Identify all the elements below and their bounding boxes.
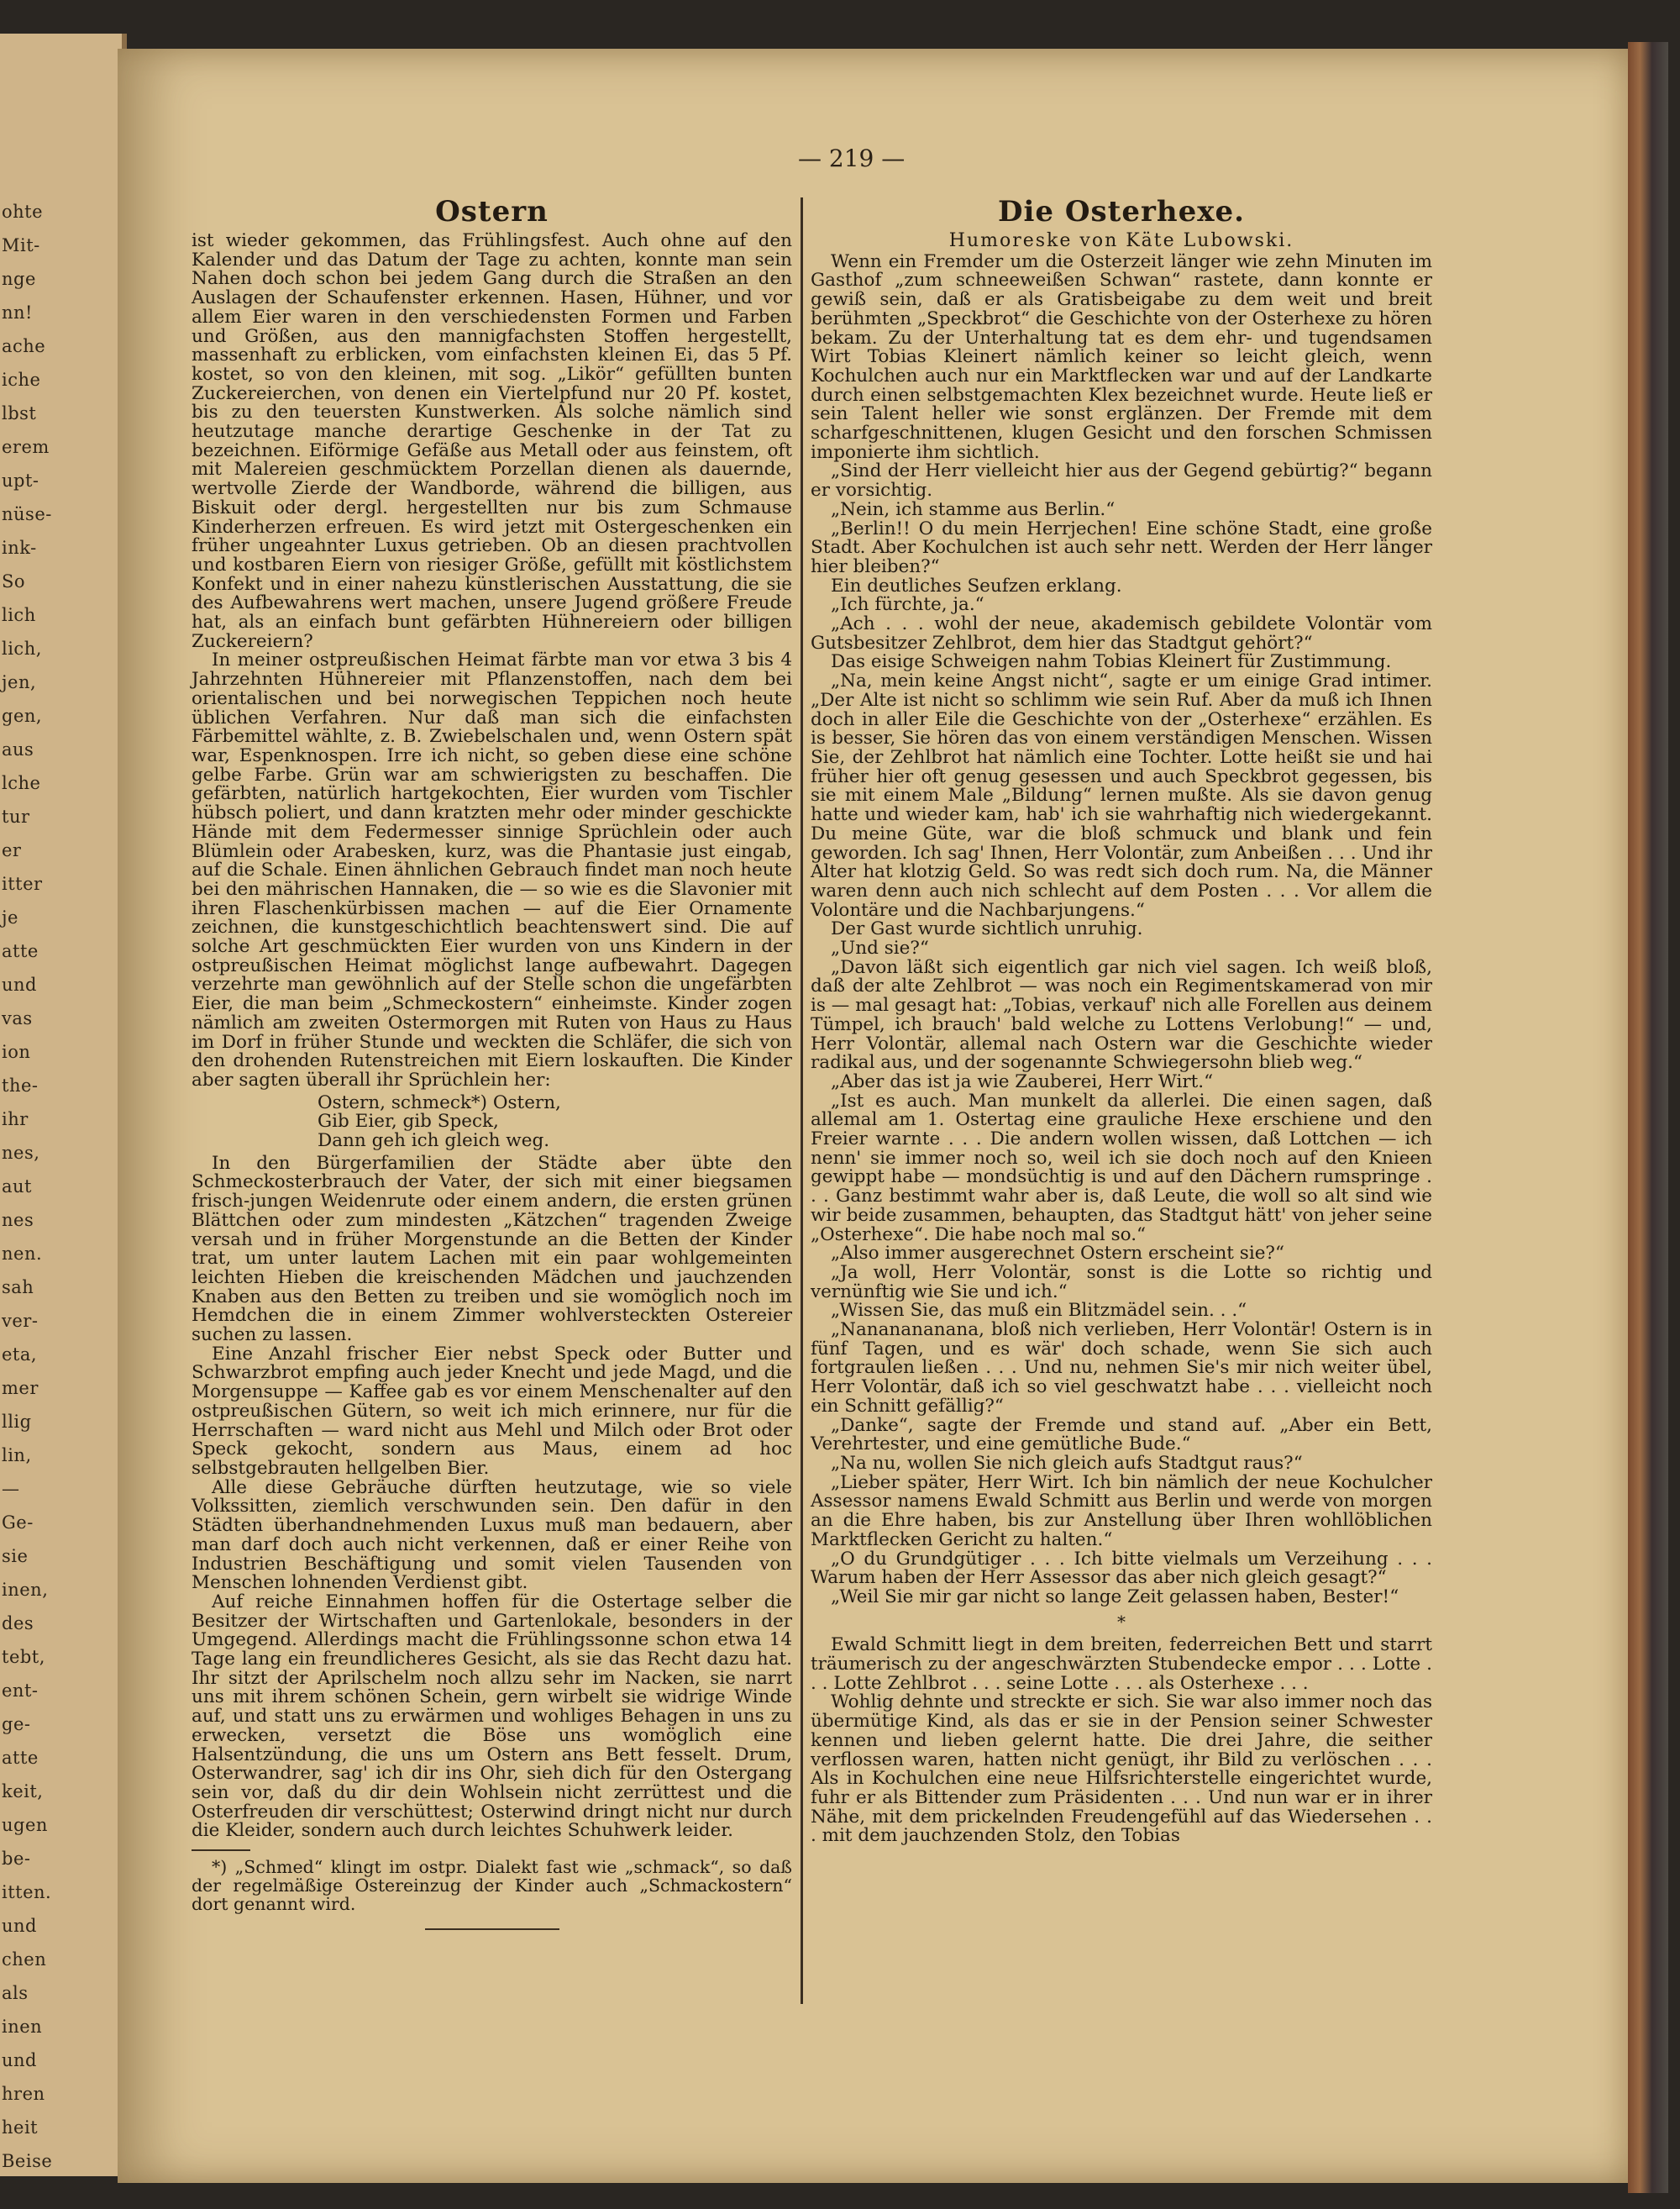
facing-page-fragment: sah: [2, 1277, 34, 1297]
facing-page-fragment: tebt,: [2, 1647, 45, 1667]
paragraph: „Weil Sie mir gar nicht so lange Zeit gelassen haben, Bester!“: [831, 1586, 1399, 1607]
paragraph: „O du Grundgütiger . . . Ich bitte vielmals um Verzeihung . . . Warum haben der Herr Assessor das aber nich gleich gesagt?“: [811, 1548, 1432, 1589]
facing-page-fragment: ugen: [2, 1815, 48, 1835]
facing-page: [0, 34, 127, 2176]
paragraph: „Na, mein keine Angst nicht“, sagte er um einige Grad intimer. „Der Alte ist nicht so schlimm wie sein Ruf. Aber da muß ich Ihnen doch in aller Eile die Geschichte von der „Osterhexe“ erzählen. Es is besser, Sie hören das von einem verständigen Menschen. Wissen Sie, der Zehlbrot hat nämlich eine Tochter. Lotte heißt sie und hai früher hier oft genug gesessen und auch Speckbrot gegessen, bis sie mit einem Male „Bildung“ lernen mußte. Als sie davon genug hatte und wieder kam, hab' ich sie wahrhaftig nich wiedergekannt. Du meine Güte, war die bloß schmuck und blank und fein geworden. Ich sag' Ihnen, Herr Volontär, zum Anbeißen . . . Und ihr Alter hat klotzig Geld. So was redt sich doch rum. Na, die Männer waren denn auch nich schlecht auf dem Posten . . . Vor allem die Volontäre und die Nachbarjungens.“: [811, 671, 1432, 921]
verse-line: Gib Eier, gib Speck,: [318, 1111, 499, 1133]
paragraph: Eine Anzahl frischer Eier nebst Speck oder Butter und Schwarzbrot empfing auch jeder Knecht und jede Magd, und die Morgensuppe — Kaffee gab es vor einem Menschenalter auf den ostpreußischen Gütern, so weit ich mich erinnere, nur für die Herrschaften — ward nicht aus Mehl und Milch oder Brot oder Speck gekocht, sondern aus Maus, einem ad hoc selbstgebrauten hellgelben Bier.: [192, 1343, 792, 1479]
footnote-rule: [192, 1849, 250, 1851]
paragraph: „Aber das ist ja wie Zauberei, Herr Wirt.“: [831, 1070, 1214, 1092]
facing-page-fragment: lche: [2, 773, 41, 793]
paragraph: „Sind der Herr vielleicht hier aus der Gegend gebürtig?“ begann er vorsichtig.: [811, 460, 1432, 502]
facing-page-fragment: als: [2, 1983, 29, 2003]
facing-page-fragment: inen,: [2, 1580, 49, 1600]
facing-page-fragment: des: [2, 1613, 34, 1633]
facing-page-fragment: und: [2, 2050, 37, 2070]
paragraph: In meiner ostpreußischen Heimat färbte man vor etwa 3 bis 4 Jahrzehnten Hühnereier mit Pflanzenstoffen, nach dem bei orientalischen und bei norwegischen Teppichen noch heute üblichen Verfahren. Nur daß man sich die einfachsten Färbemittel wählte, z. B. Zwiebelschalen und, wenn Ostern spät war, Espenknospen. Irre ich nicht, so geben diese eine schöne gelbe Farbe. Grün war am schwierigsten zu beschaffen. Die gefärbten, natürlich hartgekochten, Eier wurden vom Tischler hübsch poliert, und dann kratzten mehr oder minder geschickte Hände mit dem Federmesser sinnige Sprüchlein oder auch Blümlein oder Arabesken, kurz, was die Phantasie just eingab, auf die Schale. Einen ähnlichen Gebrauch findet man noch heute bei den mährischen Hannaken, die — so wie es die Slavonier mit ihren Flaschenkürbissen machen — auf die Eier Ornamente zeichnen, die kunstgeschichtlich beachtenswert sind. Die auf solche Art geschmückten Eier wurden von uns Kindern in der ostpreußischen Heimat möglichst lange aufbewahrt. Dagegen verzehrte man gewöhnlich auf der Stelle schon die ungefärbten Eier, die man beim „Schmeckostern“ einheimste. Kinder zogen nämlich am zweiten Ostermorgen mit Ruten von Haus zu Haus im Dorf in früher Stunde und weckten die Schläfer, die sich von den drohenden Rutenstreichen mit Eiern loskauften. Die Kinder aber sagten überall ihr Sprüchlein her:: [192, 650, 792, 1091]
facing-page-fragment: er: [2, 840, 22, 860]
paragraph: „Und sie?“: [831, 938, 929, 960]
article-osterhexe: [811, 193, 1432, 1846]
paragraph: „Na nu, wollen Sie nich gleich aufs Stadtgut raus?“: [831, 1453, 1303, 1474]
facing-page-fragment: llig: [2, 1412, 32, 1432]
facing-page-fragment: atte: [2, 1748, 39, 1768]
facing-page-fragment: nes,: [2, 1143, 40, 1163]
facing-page-fragment: hren: [2, 2084, 45, 2104]
facing-page-fragment: upt-: [2, 471, 39, 491]
section-star: *: [1117, 1611, 1126, 1632]
facing-page-fragment: the-: [2, 1076, 39, 1096]
article-byline: Humoreske von Käte Lubowski.: [948, 230, 1294, 251]
facing-page-fragment: Mit-: [2, 235, 40, 255]
facing-page-fragment: lich,: [2, 639, 42, 659]
paragraph: „Ach . . . wohl der neue, akademisch gebildete Volontär vom Gutsbesitzer Zehlbrot, dem hier das Stadtgut gehört?“: [811, 613, 1432, 654]
paragraph: „Lieber später, Herr Wirt. Ich bin nämlich der neue Kochulcher Assessor namens Ewald Schmitt aus Berlin und werde von morgen an die Ehre haben, bis zur Anstellung über Ihren wohllöblichen Marktflecken Gericht zu halten.“: [811, 1471, 1432, 1550]
facing-page-fragment: mer: [2, 1378, 39, 1398]
facing-page-fragment: So: [2, 571, 26, 592]
paragraph: Auf reiche Einnahmen hoffen für die Ostertage selber die Besitzer der Wirtschaften und Gartenlokale, besonders in der Umgegend. Allerdings macht die Frühlingssonne schon etwa 14 Tage lang ein freundlicheres Gesicht, als sie das Recht dazu hat. Ihr sitzt der Aprilschelm noch allzu sehr im Nacken, sie narrt uns mit ihrem schönen Schein, gern wirbelt sie widrige Winde auf, und statt uns zu erwärmen und wohliges Behagen in uns zu erwecken, versetzt die Böse uns womöglich eine Halsentzündung, die uns um Ostern ans Bett fesselt. Drum, Osterwandrer, sag' ich dir ins Ohr, sieh dich für den Ostergang sein vor, daß du dir dein Wohlsein nicht zerrüttest und die Osterfreuden dir verschüttest; Osterwind dringt nicht nur durch die Kleider, sondern auch durch leichtes Schuhwerk leider.: [192, 1591, 792, 1842]
paragraph: Das eisige Schweigen nahm Tobias Kleinert für Zustimmung.: [831, 651, 1392, 673]
paragraph: „Nananananana, bloß nich verlieben, Herr Volontär! Ostern is in fünf Tagen, und es wär' doch schade, wenn Sie sich auch fortgraulen ließen . . . Und nu, nehmen Sie's mir nich weiter übel, Herr Volontär, daß ich so viel geschwatzt habe . . . vielleicht noch ein Schnitt gefällig?“: [811, 1319, 1432, 1417]
facing-page-fragment: atte: [2, 941, 39, 961]
paragraph: Der Gast wurde sichtlich unruhig.: [831, 918, 1143, 940]
facing-page-fragment: erem: [2, 437, 50, 457]
paragraph: „Davon läßt sich eigentlich gar nich viel sagen. Ich weiß bloß, daß der alte Zehlbrot — was noch ein Regimentskamerad von mir is — mal gesagt hat: „Tobias, verkauf' nich alle Forellen aus deinem Tümpel, ich brauch' bald welche zu Lottens Verlobung!“ — und, Herr Volontär, allemal nach Ostern war die Geschichte wieder radikal aus, und der sogenannte Schwiegersohn blieb weg.“: [811, 956, 1432, 1074]
facing-page-fragment: nüse-: [2, 504, 52, 524]
article-ostern: [192, 193, 792, 1930]
facing-page-fragment: aus: [2, 739, 34, 760]
facing-page-fragment: ihr: [2, 1109, 29, 1129]
facing-page-fragment: gen,: [2, 706, 43, 726]
facing-page-fragment: ion: [2, 1042, 31, 1062]
facing-page-fragment: aut: [2, 1176, 32, 1197]
facing-page-fragment: Beise: [2, 2151, 53, 2171]
facing-page-fragment: keit,: [2, 1781, 44, 1801]
facing-page-fragment: inen: [2, 2017, 43, 2037]
paragraph: „Ich fürchte, ja.“: [831, 594, 984, 616]
paragraph: „Danke“, sagte der Fremde und stand auf. „Aber ein Bett, Verehrtester, und eine gemütliche Bude.“: [811, 1414, 1432, 1455]
book-edge: [1628, 42, 1668, 2193]
facing-page-fragment: Ge-: [2, 1512, 34, 1533]
facing-page-fragment: nes: [2, 1210, 34, 1230]
paragraph: „Berlin!! O du mein Herrjechen! Eine schöne Stadt, eine große Stadt. Aber Kochulchen ist auch sehr nett. Werden der Herr länger hier bleiben?“: [811, 518, 1432, 577]
facing-page-fragment: lich: [2, 605, 36, 625]
facing-page-fragment: je: [2, 907, 18, 928]
verse-line: Dann geh ich gleich weg.: [318, 1130, 550, 1152]
facing-page-fragment: nen.: [2, 1244, 43, 1264]
facing-page-fragment: ent-: [2, 1680, 39, 1701]
page-number: — 219 —: [798, 145, 906, 172]
facing-page-fragment: tur: [2, 807, 30, 827]
article-title: Ostern: [435, 195, 549, 229]
column-divider: [801, 197, 803, 2004]
facing-page-fragment: itter: [2, 874, 43, 894]
facing-page-fragment: sie: [2, 1546, 29, 1566]
facing-page-fragment: heit: [2, 2117, 39, 2138]
verse: [318, 1091, 792, 1152]
article-title: Die Osterhexe.: [998, 195, 1245, 229]
paragraph: Wenn ein Fremder um die Osterzeit länger wie zehn Minuten im Gasthof „zum schneeweißen Schwan“ rastete, dann konnte er gewiß sein, daß er als Gratisbeigabe zu dem weit und breit berühmten „Speckbrot“ die Geschichte von der Osterhexe zu hören bekam. Zu der Unterhaltung tat es dem ehr- und tugendsamen Wirt Tobias Kleinert nämlich keiner so leicht gleich, wenn Kochulchen auch nur ein Marktflecken war und auf der Landkarte durch einen selbstgemachten Klex bezeichnet wurde. Heute ließ er sein Talent heller wie sonst erglänzen. Der Fremde mit dem scharfgeschnittenen, klugen Gesicht und den forschen Schmissen imponierte ihm sichtlich.: [811, 250, 1432, 463]
paragraph: „Wissen Sie, das muß ein Blitzmädel sein. . .“: [831, 1300, 1247, 1322]
facing-page-fragment: —: [2, 1479, 20, 1499]
facing-page-fragment: jen,: [2, 672, 37, 692]
facing-page-fragment: nge: [2, 269, 36, 289]
paragraph: Ein deutliches Seufzen erklang.: [831, 575, 1122, 597]
paragraph: Wohlig dehnte und streckte er sich. Sie war also immer noch das übermütige Kind, als das er sie in der Pension seiner Schwester kennen und lieben gelernt hatte. Die drei Jahre, die seither verflossen waren, hatten nicht genügt, ihr Bild zu verlöschen . . . Als in Kochulchen eine neue Hilfsrichterstelle eingerichtet wurde, fuhr er als Bittender zum Präsidenten . . . Und nun war er in ihrer Nähe, mit dem prickelnden Freudengefühl auf das Wiedersehen . . . mit dem jauchzenden Stolz, den Tobias: [811, 1691, 1432, 1847]
end-rule: [425, 1928, 559, 1930]
facing-page-fragment: ohte: [2, 202, 44, 222]
verse-line: Ostern, schmeck*) Ostern,: [318, 1091, 561, 1113]
facing-page-fragment: itten.: [2, 1882, 52, 1902]
facing-page-fragment: lbst: [2, 403, 37, 423]
facing-page-fragment: ver-: [2, 1311, 39, 1331]
paragraph: ist wieder gekommen, das Frühlingsfest. Auch ohne auf den Kalender und das Datum der Tage zu achten, konnte man sein Nahen doch schon bei jedem Gang durch die Straßen an den Auslagen der Schaufenster erkennen. Hasen, Hühner, und vor allem Eier waren in den verschiedensten Formen und Farben und Größen, aus den mannigfachsten Stoffen hergestellt, massenhaft zu erblicken, vom einfachsten kleinen Ei, das 5 Pf. kostet, so von den kleinen, mit sog. „Likör“ gefüllten bunten Zuckereierchen, von denen ein Viertelpfund nur 20 Pf. kostet, bis zu den teuersten Kunstwerken. Als solche nämlich sind heutzutage manche derartige Geschenke in der Tat zu bezeichnen. Eiförmige Gefäße aus Metall oder aus feinstem, oft mit Malereien geschmücktem Porzellan dienen als dauernde, wertvolle Zierde der Wandborde, während die billigen, aus Biskuit oder dergl. hergestellten nur bis zum Schmause Kinderherzen erfreuen. Es wird jetzt mit Ostergeschenken ein früher ungeahnter Luxus getrieben. Ob an diesen prachtvollen und kostbaren Eiern von riesiger Größe, gefüllt mit köstlichstem Konfekt und in einer nahezu künstlerischen Ausstattung, die sie des Aufbewahrens wert machen, unsere Jugend größere Freude hat, als an einfach bunt gefärbten Hühnereiern oder billigen Zuckereiern?: [192, 230, 792, 652]
footnote: *) „Schmed“ klingt im ostpr. Dialekt fast wie „schmack“, so daß der regelmäßige Ostereinzug der Kinder auch „Schmackostern“ dort genannt wird.: [192, 1857, 792, 1915]
facing-page-fragment: nn!: [2, 302, 33, 323]
facing-page-fragment: ink-: [2, 538, 37, 558]
facing-page-fragment: chen: [2, 1949, 47, 1970]
facing-page-fragment: vas: [2, 1008, 33, 1028]
facing-page-fragment: ge-: [2, 1714, 31, 1734]
paragraph: „Also immer ausgerechnet Ostern erscheint sie?“: [831, 1243, 1284, 1265]
facing-page-fragment: lin,: [2, 1445, 32, 1465]
paragraph: In den Bürgerfamilien der Städte aber übte den Schmeckosterbrauch der Vater, der sich mit einer biegsamen frisch-jungen Weidenrute oder einem andern, die ersten grünen Blättchen oder zum mindesten „Kätzchen“ tragenden Zweige versah und in früher Morgenstunde an die Betten der Kinder trat, um unter lautem Lachen mit ein paar wohlgemeinten leichten Hieben die kreischenden Mädchen und jauchzenden Knaben aus den Betten zu treiben und sie womöglich noch im Hemdchen die in einem Zimmer wohlversteckten Ostereier suchen zu lassen.: [192, 1152, 792, 1346]
facing-page-fragment: und: [2, 975, 37, 995]
paragraph: „Nein, ich stamme aus Berlin.“: [831, 498, 1116, 520]
paragraph: Alle diese Gebräuche dürften heutzutage, wie so viele Volkssitten, ziemlich verschwunden sein. Den dafür in den Städten überhandnehmenden Luxus muß man bedauern, aber man darf doch auch nicht verkennen, daß er einer Reihe von Industrien Beschäftigung und somit vielen Tausenden von Menschen lohnenden Verdienst gibt.: [192, 1476, 792, 1594]
facing-page-fragment: be-: [2, 1849, 31, 1869]
facing-page-fragment: ache: [2, 336, 46, 356]
facing-page-fragment: eta,: [2, 1344, 38, 1365]
paragraph: „Ja woll, Herr Volontär, sonst is die Lotte so richtig und vernünftig wie Sie und ich.“: [811, 1261, 1432, 1302]
paragraph: Ewald Schmitt liegt in dem breiten, federreichen Bett und starrt träumerisch zu der angeschwärzten Stubendecke empor . . . Lotte . . . Lotte Zehlbrot . . . seine Lotte . . . als Osterhexe . . .: [811, 1634, 1432, 1694]
facing-page-fragment: und: [2, 1916, 37, 1936]
paragraph: „Ist es auch. Man munkelt da allerlei. Die einen sagen, daß allemal am 1. Ostertag eine grauliche Hexe erschiene und den Freier warnte . . . Die andern wollen wissen, daß Lottchen — ich nenn' sie immer noch so, weil ich sie doch noch auf den Knieen gewippt habe — mondsüchtig is und auf den Dächern rumspringe . . . Ganz bestimmt wahr aber is, daß Leute, die woll so alt sind wie wir beide zusammen, behaupten, das Stadtgut hätt' von jeher seine „Osterhexe“. Die habe noch mal so.“: [811, 1090, 1432, 1245]
facing-page-fragment: iche: [2, 370, 41, 390]
